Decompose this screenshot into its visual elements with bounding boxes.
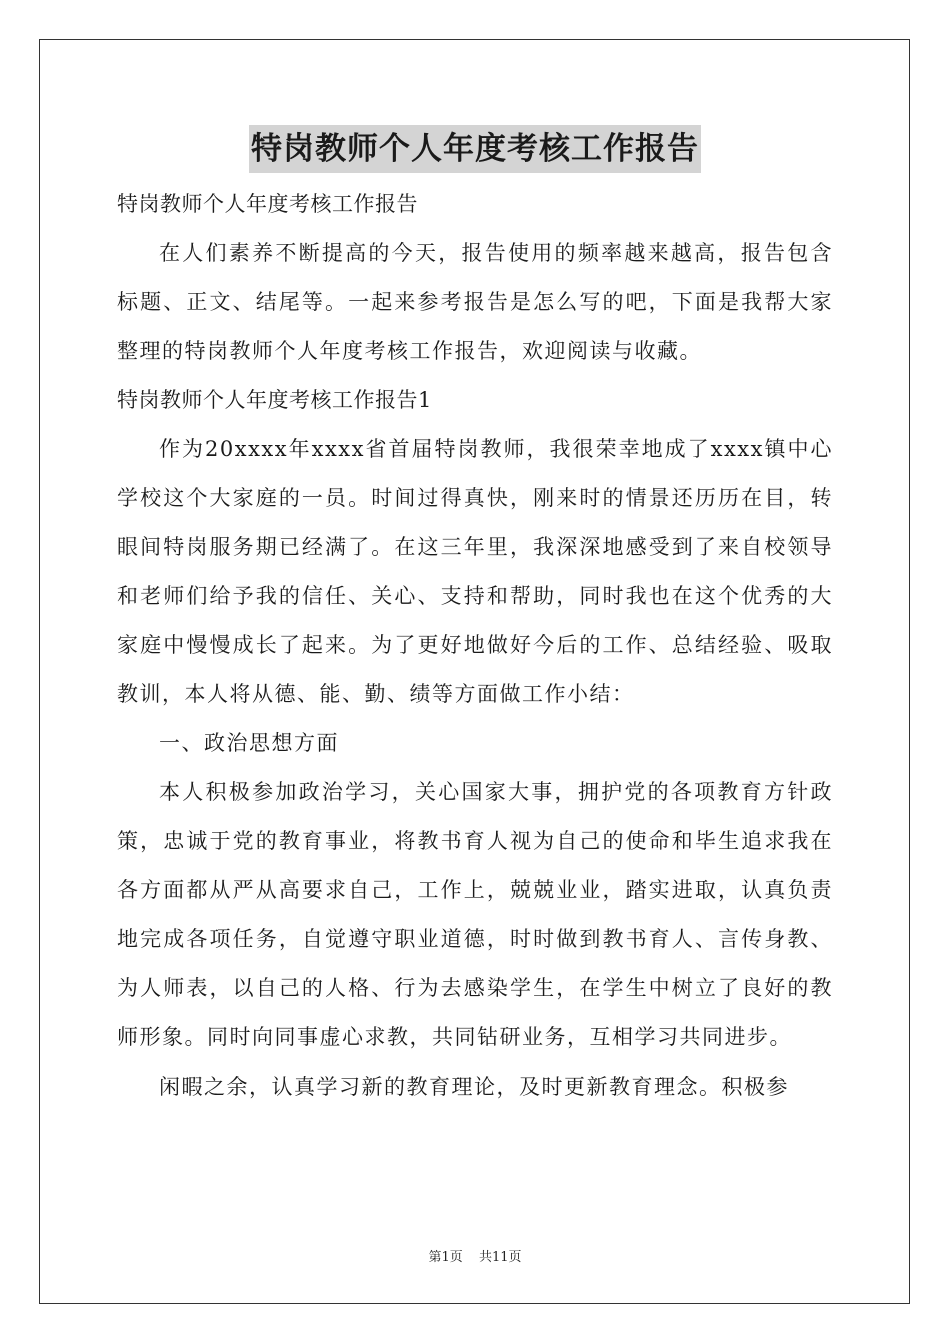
- intro-paragraph: 在人们素养不断提高的今天，报告使用的频率越来越高，报告包含标题、正文、结尾等。一起来参考报告是怎么写的吧，下面是我帮大家整理的特岗教师个人年度考核工作报告，欢迎阅读与收藏。: [117, 241, 833, 363]
- document-subtitle: 特岗教师个人年度考核工作报告: [117, 192, 418, 216]
- document-title: 特岗教师个人年度考核工作报告: [249, 125, 701, 173]
- paragraph-1: 作为20xxxx年xxxx省首届特岗教师，我很荣幸地成了xxxx镇中心学校这个大家庭的一员。时间过得真快，刚来时的情景还历历在目，转眼间特岗服务期已经满了。在这三年里，我深深地感受到了来自校领导和老师们给予我的信任、关心、支持和帮助，同时我也在这个优秀的大家庭中慢慢成长了起来。为了更好地做好今后的工作、总结经验、吸取教训，本人将从德、能、勤、绩等方面做工作小结：: [117, 437, 833, 706]
- paragraph-3: 闲暇之余，认真学习新的教育理论，及时更新教育理念。积极参: [159, 1075, 789, 1099]
- document-body: [117, 125, 833, 1112]
- paragraph-2: 本人积极参加政治学习，关心国家大事，拥护党的各项教育方针政策，忠诚于党的教育事业，将教书育人视为自己的使命和毕生追求我在各方面都从严从高要求自己，工作上，兢兢业业，踏实进取，认真负责地完成各项任务，自觉遵守职业道德，时时做到教书育人、言传身教、为人师表，以自己的人格、行为去感染学生，在学生中树立了良好的教师形象。同时向同事虚心求教，共同钻研业务，互相学习共同进步。: [117, 780, 833, 1049]
- section-heading: 特岗教师个人年度考核工作报告1: [117, 388, 432, 412]
- page-number: 第1页: [428, 1250, 463, 1265]
- subheading-politics: 一、政治思想方面: [159, 731, 339, 755]
- subheading-wrap: [117, 719, 833, 768]
- page-footer: [0, 1246, 950, 1265]
- paragraph-1-wrap: [117, 425, 833, 719]
- intro-paragraph-wrap: [117, 229, 833, 376]
- paragraph-3-wrap: [117, 1063, 833, 1112]
- page-total: 共11页: [478, 1250, 522, 1265]
- title-wrap: [117, 125, 833, 175]
- paragraph-2-wrap: [117, 768, 833, 1062]
